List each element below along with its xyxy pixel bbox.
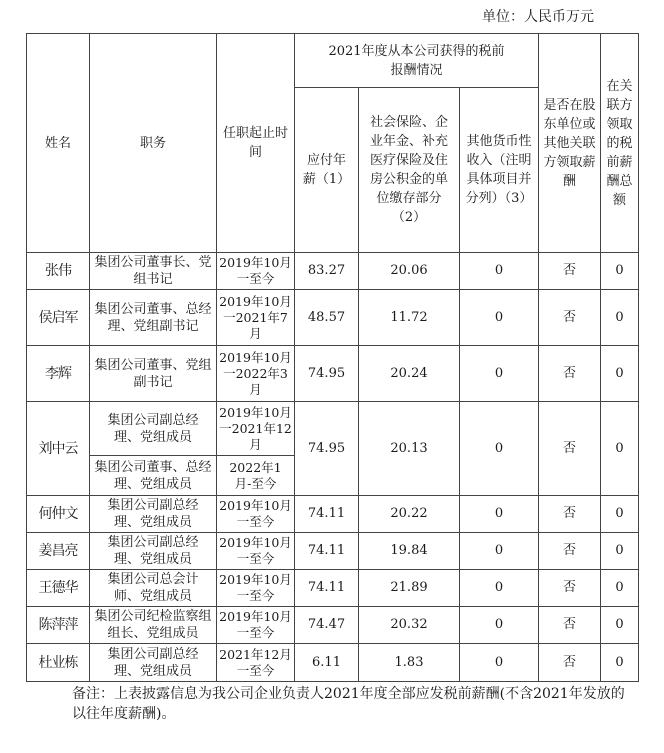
table-row	[27, 253, 639, 290]
cell-social: 19.84	[359, 533, 460, 570]
cell-related-total: 0	[601, 644, 639, 682]
cell-related-total: 0	[601, 290, 639, 346]
cell-social: 20.22	[359, 496, 460, 533]
table-row	[27, 533, 639, 570]
unit-label: 单位：人民币万元	[482, 9, 594, 25]
cell-term: 2019年10月一2021年12月	[217, 402, 295, 456]
cell-related-total: 0	[601, 253, 639, 290]
cell-related: 否	[539, 402, 601, 496]
cell-name: 张伟	[27, 253, 90, 290]
header-social: 社会保险、企业年金、补充医疗保险及住房公积金的单位缴存部分（2）	[359, 88, 460, 253]
cell-salary: 48.57	[295, 290, 359, 346]
header-position: 职务	[90, 34, 217, 253]
table-row	[27, 496, 639, 533]
cell-related-total: 0	[601, 607, 639, 644]
cell-related: 否	[539, 496, 601, 533]
header-related-total: 在关联方领取的税前薪酬总额	[601, 34, 639, 253]
cell-related-total: 0	[601, 533, 639, 570]
cell-other: 0	[460, 346, 539, 402]
cell-position: 集团公司副总经理、党组成员	[90, 496, 217, 533]
cell-name: 何仲文	[27, 496, 90, 533]
header-row-1	[27, 34, 639, 88]
header-salary: 应付年薪（1）	[295, 88, 359, 253]
cell-term: 2019年10月一至今	[217, 533, 295, 570]
header-related-flag: 是否在股东单位或其他关联方领取薪酬	[539, 34, 601, 253]
cell-social: 1.83	[359, 644, 460, 682]
cell-social: 20.06	[359, 253, 460, 290]
table-row	[27, 402, 639, 456]
cell-name: 陈萍萍	[27, 607, 90, 644]
cell-term: 2019年10月一2021年7月	[217, 290, 295, 346]
table-row	[27, 607, 639, 644]
cell-position: 集团公司副总经理、党组成员	[90, 402, 217, 456]
footnote: 备注：上表披露信息为我公司企业负责人2021年度全部应发税前薪酬(不含2021年发放的以往年度薪酬)。	[72, 686, 625, 722]
header-group: 2021年度从本公司获得的税前报酬情况	[295, 34, 539, 88]
cell-salary: 6.11	[295, 644, 359, 682]
cell-salary: 74.11	[295, 570, 359, 607]
cell-other: 0	[460, 570, 539, 607]
table-row	[27, 290, 639, 346]
cell-term: 2021年12月一至今	[217, 644, 295, 682]
cell-social: 20.32	[359, 607, 460, 644]
cell-related-total: 0	[601, 496, 639, 533]
cell-position: 集团公司董事、党组副书记	[90, 346, 217, 402]
cell-salary: 83.27	[295, 253, 359, 290]
cell-name: 侯启军	[27, 290, 90, 346]
cell-social: 20.24	[359, 346, 460, 402]
cell-position: 集团公司总会计师、党组成员	[90, 570, 217, 607]
cell-salary: 74.95	[295, 346, 359, 402]
cell-salary: 74.11	[295, 533, 359, 570]
cell-term: 2019年10月一至今	[217, 570, 295, 607]
cell-social: 11.72	[359, 290, 460, 346]
cell-related: 否	[539, 570, 601, 607]
table-row	[27, 570, 639, 607]
cell-social: 21.89	[359, 570, 460, 607]
table-row	[27, 644, 639, 682]
cell-related: 否	[539, 533, 601, 570]
cell-related: 否	[539, 644, 601, 682]
cell-other: 0	[460, 402, 539, 496]
cell-related: 否	[539, 290, 601, 346]
cell-salary: 74.11	[295, 496, 359, 533]
cell-name: 姜昌亮	[27, 533, 90, 570]
cell-name: 王德华	[27, 570, 90, 607]
cell-other: 0	[460, 253, 539, 290]
cell-other: 0	[460, 644, 539, 682]
cell-other: 0	[460, 290, 539, 346]
cell-other: 0	[460, 607, 539, 644]
cell-position-2: 集团公司董事、总经理、党组成员	[90, 456, 217, 496]
cell-other: 0	[460, 496, 539, 533]
cell-position: 集团公司副总经理、党组成员	[90, 644, 217, 682]
cell-position: 集团公司副总经理、党组成员	[90, 533, 217, 570]
cell-related-total: 0	[601, 570, 639, 607]
cell-related: 否	[539, 346, 601, 402]
header-other: 其他货币性收入（注明具体项目并分列）（3）	[460, 88, 539, 253]
cell-salary: 74.95	[295, 402, 359, 496]
cell-term-2: 2022年1月-至今	[217, 456, 295, 496]
cell-term: 2019年10月一至今	[217, 607, 295, 644]
header-term: 任职起止时间	[217, 34, 295, 253]
cell-name: 杜业栋	[27, 644, 90, 682]
salary-table	[26, 33, 639, 682]
cell-term: 2019年10月一至今	[217, 253, 295, 290]
cell-term: 2019年10月一2022年3月	[217, 346, 295, 402]
cell-related-total: 0	[601, 402, 639, 496]
cell-related: 否	[539, 253, 601, 290]
cell-related-total: 0	[601, 346, 639, 402]
cell-other: 0	[460, 533, 539, 570]
cell-social: 20.13	[359, 402, 460, 496]
cell-position: 集团公司纪检监察组组长、党组成员	[90, 607, 217, 644]
cell-name: 刘中云	[27, 402, 90, 496]
cell-position: 集团公司董事长、党组书记	[90, 253, 217, 290]
cell-name: 李辉	[27, 346, 90, 402]
cell-salary: 74.47	[295, 607, 359, 644]
cell-term: 2019年10月一至今	[217, 496, 295, 533]
table-row	[27, 346, 639, 402]
cell-position: 集团公司董事、总经理、党组副书记	[90, 290, 217, 346]
header-name: 姓名	[27, 34, 90, 253]
cell-related: 否	[539, 607, 601, 644]
